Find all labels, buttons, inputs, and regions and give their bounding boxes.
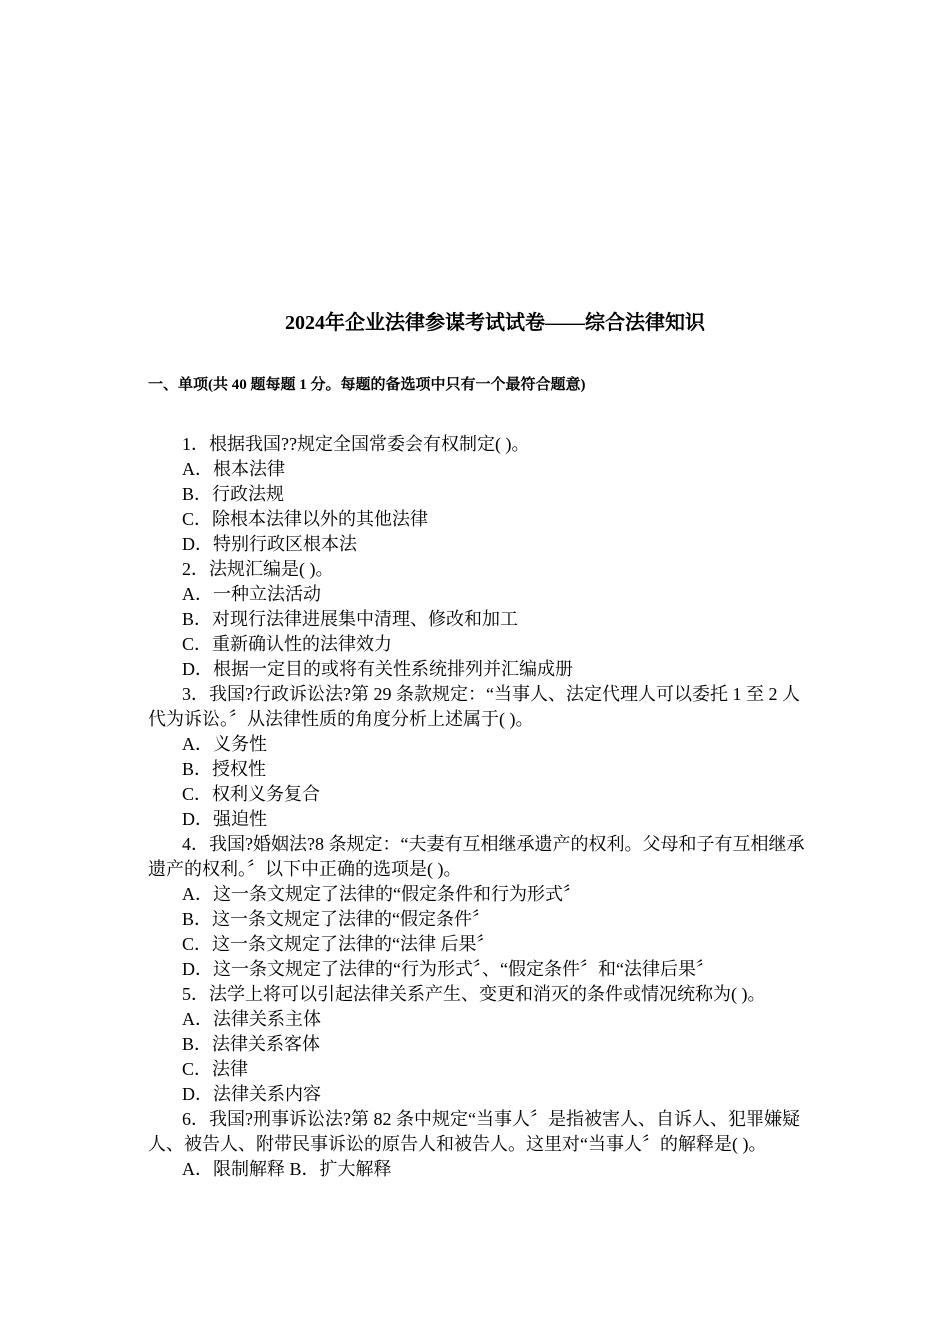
option-line: D．法律关系内容 xyxy=(182,1084,321,1104)
option-line: D．这一条文规定了法律的“行为形式〞、“假定条件〞和“法律后果〞 xyxy=(182,959,714,979)
question-line: 3．我国?行政诉讼法?第 29 条款规定：“当事人、法定代理人可以委托 1 至 2 人代为诉讼。〞从法律性质的角度分析上述属于( )。 xyxy=(148,684,800,729)
option-line: B．法律关系客体 xyxy=(182,1034,321,1054)
question-line: 5．法学上将可以引起法律关系产生、变更和消灭的条件或情况统称为( )。 xyxy=(182,984,766,1004)
section-heading: 一、单项(共 40 题每题 1 分。每题的备选项中只有一个最符合题意) xyxy=(148,377,586,393)
option-line: D．特别行政区根本法 xyxy=(182,534,357,554)
option-line: B．对现行法律进展集中清理、修改和加工 xyxy=(182,609,519,629)
option-line: B．授权性 xyxy=(182,759,267,779)
option-line: A．根本法律 xyxy=(182,459,285,479)
question-line: 4．我国?婚姻法?8 条规定：“夫妻有互相继承遗产的权利。父母和子有互相继承遗产的权利。〞以下中正确的选项是( )。 xyxy=(148,834,805,879)
option-line: A．限制解释 B．扩大解释 xyxy=(182,1159,392,1179)
option-line: A．法律关系主体 xyxy=(182,1009,321,1029)
document-body xyxy=(148,432,808,1182)
option-line: C．权利义务复合 xyxy=(182,784,321,804)
option-line: B．行政法规 xyxy=(182,484,285,504)
option-line: C．这一条文规定了法律的“法律 后果〞 xyxy=(182,934,495,954)
option-line: A．义务性 xyxy=(182,734,267,754)
option-line: C．重新确认性的法律效力 xyxy=(182,634,393,654)
question-line: 6．我国?刑事诉讼法?第 82 条中规定“当事人〞是指被害人、自诉人、犯罪嫌疑人、被告人、附带民事诉讼的原告人和被告人。这里对“当事人〞的解释是( )。 xyxy=(148,1109,800,1154)
page-title: 2024年企业法律参谋考试试卷——综合法律知识 xyxy=(285,312,705,334)
option-line: C．法律 xyxy=(182,1059,249,1079)
option-line: B．这一条文规定了法律的“假定条件〞 xyxy=(182,909,490,929)
question-line: 2．法规汇编是( )。 xyxy=(182,559,334,579)
option-line: D．根据一定目的或将有关性系统排列并汇编成册 xyxy=(182,659,573,679)
option-line: A．一种立法活动 xyxy=(182,584,321,604)
option-line: D．强迫性 xyxy=(182,809,267,829)
option-line: A．这一条文规定了法律的“假定条件和行为形式〞 xyxy=(182,884,581,904)
option-line: C．除根本法律以外的其他法律 xyxy=(182,509,429,529)
question-line: 1．根据我国??规定全国常委会有权制定( )。 xyxy=(182,434,530,454)
